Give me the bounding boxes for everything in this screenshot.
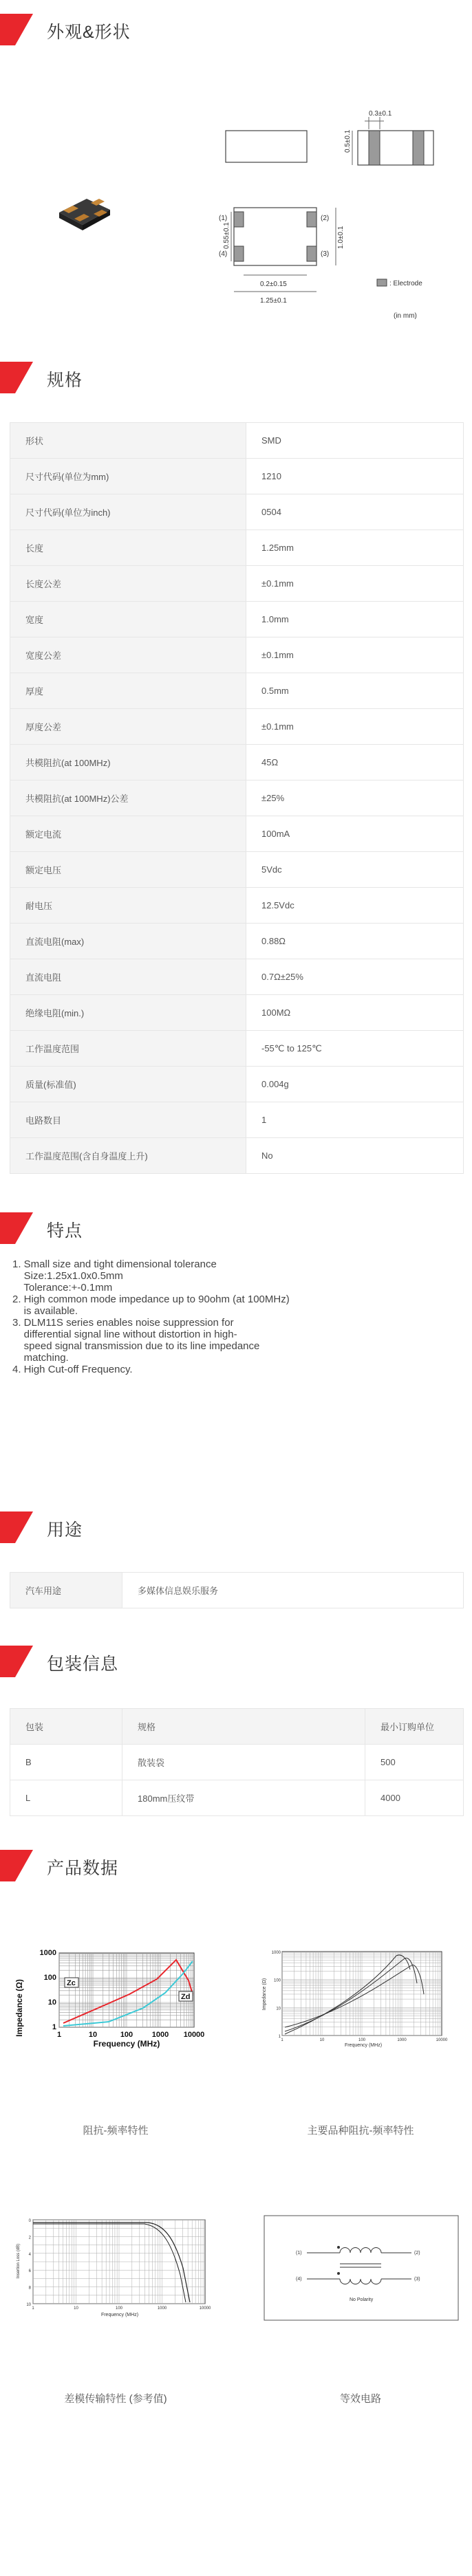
label-zd: Zd (181, 1993, 191, 2001)
section-header-usage (0, 1506, 472, 1547)
pin4-label: (4) (219, 250, 228, 258)
x-tick-label: 1 (32, 2306, 34, 2311)
x-tick-label: 1 (281, 2038, 283, 2042)
transmission-chart (10, 2213, 223, 2323)
table-row (10, 1745, 464, 1780)
spec-value: -55℃ to 125℃ (246, 1031, 464, 1067)
section-marker-icon (0, 1850, 33, 1881)
spec-value: 1.25mm (246, 530, 464, 566)
spec-table (10, 422, 464, 1174)
y-tick-label: 100 (273, 1978, 281, 1983)
y-tick-label: 10 (26, 2303, 31, 2307)
spec-row (10, 781, 464, 816)
section-marker-icon (0, 1646, 33, 1677)
spec-row (10, 1102, 464, 1138)
spec-value: 5Vdc (246, 852, 464, 888)
y-tick-label: 10 (276, 2007, 281, 2011)
section-title: 规格 (47, 371, 83, 390)
spec-row (10, 1031, 464, 1067)
section-title: 产品数据 (47, 1859, 119, 1878)
table-row (10, 1780, 464, 1816)
section-marker-icon (0, 1212, 33, 1244)
pin3-label: (3) (321, 250, 330, 258)
axis-xlabel: Frequency (MHz) (344, 2043, 383, 2048)
table-cell: 散装袋 (122, 1745, 365, 1780)
spec-key: 长度公差 (10, 566, 246, 602)
spec-row (10, 423, 464, 459)
pin1-label: (1) (219, 215, 228, 222)
feature-line: Size:1.25x1.0x0.5mm (12, 1270, 123, 1282)
x-tick-label: 10000 (183, 2031, 205, 2039)
feature-line: 4. High Cut-off Frequency. (12, 1364, 133, 1375)
feature-line: 3. DLM11S series enables noise suppression for (12, 1317, 234, 1329)
packaging-table (10, 1708, 464, 1816)
spec-row (10, 995, 464, 1031)
spec-value: 0.88Ω (246, 924, 464, 959)
spec-row (10, 566, 464, 602)
axis-ylabel: Impedance (Ω) (262, 1978, 267, 2011)
feature-line: speed signal transmission due to its line impedance (12, 1340, 260, 1352)
spec-value: ±0.1mm (246, 566, 464, 602)
spec-value: 0.5mm (246, 673, 464, 709)
features-list (12, 1258, 453, 1375)
x-tick-label: 10 (88, 2031, 98, 2039)
dim-height: 0.5±0.1 (344, 129, 352, 153)
spec-key: 质量(标准值) (10, 1067, 246, 1102)
spec-value: 1210 (246, 459, 464, 494)
y-tick-label: 4 (28, 2252, 31, 2257)
y-tick-label: 1000 (271, 1951, 281, 1955)
x-tick-label: 1000 (157, 2306, 167, 2311)
x-tick-label: 100 (115, 2306, 123, 2311)
caption-circuit: 等效电路 (339, 2393, 381, 2405)
col-header: 规格 (122, 1709, 365, 1745)
pin2-label: (2) (321, 215, 330, 222)
table-cell: L (10, 1780, 122, 1816)
spec-row (10, 852, 464, 888)
dim-top-width: 0.3±0.1 (369, 110, 392, 118)
feature-line: 1. Small size and tight dimensional tolerance (12, 1258, 217, 1270)
equivalent-circuit (261, 2213, 461, 2323)
dim-gap: 0.2±0.15 (260, 281, 287, 288)
spec-key: 形状 (10, 423, 246, 459)
spec-key: 直流电阻(max) (10, 924, 246, 959)
spec-value: 12.5Vdc (246, 888, 464, 924)
axis-ylabel: Impedance (Ω) (14, 1979, 24, 2037)
spec-value: 100MΩ (246, 995, 464, 1031)
feature-line: Tolerance:+-0.1mm (12, 1282, 113, 1294)
dim-side-left: 0.55±0.1 (223, 222, 230, 249)
spec-key: 厚度 (10, 673, 246, 709)
feature-line: matching. (12, 1352, 69, 1364)
section-title: 包装信息 (47, 1655, 119, 1674)
pin1-label: (1) (296, 2251, 302, 2256)
spec-value: No (246, 1138, 464, 1174)
section-marker-icon (0, 14, 33, 45)
pin4-label: (4) (296, 2277, 302, 2282)
spec-value: ±0.1mm (246, 637, 464, 673)
y-tick-label: 8 (28, 2286, 31, 2291)
spec-row (10, 709, 464, 745)
section-header-specs (0, 356, 472, 397)
section-marker-icon (0, 1511, 33, 1543)
y-tick-label: 10 (47, 1998, 56, 2007)
x-tick-label: 10000 (199, 2306, 211, 2311)
spec-key: 长度 (10, 530, 246, 566)
pin3-label: (3) (414, 2277, 420, 2282)
spec-value: ±0.1mm (246, 709, 464, 745)
legend-electrode: : Electrode (389, 280, 422, 287)
section-header-features (0, 1207, 472, 1248)
spec-key: 额定电压 (10, 852, 246, 888)
caption-impedance: 阻抗-频率特性 (83, 2125, 149, 2137)
caption-transmission: 差模传输特性 (参考值) (64, 2393, 167, 2405)
spec-key: 厚度公差 (10, 709, 246, 745)
spec-key: 耐电压 (10, 888, 246, 924)
usage-value: 多媒体信息娱乐服务 (122, 1573, 464, 1608)
spec-key: 宽度 (10, 602, 246, 637)
feature-line: differential signal line without distortion in high- (12, 1329, 237, 1340)
x-tick-label: 10000 (436, 2038, 448, 2042)
section-header-appearance (0, 8, 472, 50)
spec-value: 0.7Ω±25% (246, 959, 464, 995)
table-cell: 4000 (365, 1780, 464, 1816)
x-tick-label: 100 (358, 2038, 366, 2042)
spec-row (10, 494, 464, 530)
section-title: 特点 (47, 1221, 83, 1241)
spec-key: 工作温度范围(含自身温度上升) (10, 1138, 246, 1174)
table-cell: B (10, 1745, 122, 1780)
spec-key: 电路数目 (10, 1102, 246, 1138)
usage-table (10, 1572, 464, 1608)
spec-key: 绝缘电阻(min.) (10, 995, 246, 1031)
caption-main-impedance: 主要品种阻抗-频率特性 (307, 2125, 414, 2137)
usage-key: 汽车用途 (10, 1573, 122, 1608)
spec-row (10, 924, 464, 959)
label-zc: Zc (67, 1979, 76, 1987)
x-tick-label: 1000 (397, 2038, 407, 2042)
spec-key: 共模阻抗(at 100MHz)公差 (10, 781, 246, 816)
spec-row (10, 745, 464, 781)
axis-ylabel: Insertion Loss (dB) (17, 2243, 21, 2279)
spec-key: 工作温度范围 (10, 1031, 246, 1067)
spec-value: 1.0mm (246, 602, 464, 637)
spec-value: 100mA (246, 816, 464, 852)
spec-key: 额定电流 (10, 816, 246, 852)
spec-row (10, 530, 464, 566)
spec-value: 1 (246, 1102, 464, 1138)
axis-xlabel: Frequency (MHz) (93, 2039, 160, 2049)
spec-row (10, 459, 464, 494)
dim-side-right: 1.0±0.1 (337, 226, 345, 249)
spec-key: 宽度公差 (10, 637, 246, 673)
spec-row (10, 637, 464, 673)
spec-row (10, 816, 464, 852)
spec-key: 尺寸代码(单位为mm) (10, 459, 246, 494)
feature-line: 2. High common mode impedance up to 90ohm (at 100MHz) (12, 1294, 290, 1305)
section-marker-icon (0, 362, 33, 393)
dim-length: 1.25±0.1 (260, 297, 287, 305)
col-header: 最小订购单位 (365, 1709, 464, 1745)
y-tick-label: 2 (28, 2236, 31, 2240)
x-tick-label: 10 (74, 2306, 78, 2311)
section-header-packaging (0, 1640, 472, 1681)
spec-value: 0.004g (246, 1067, 464, 1102)
dimension-drawing (219, 103, 446, 330)
y-tick-label: 6 (28, 2269, 31, 2274)
section-header-product-data (0, 1844, 472, 1886)
x-tick-label: 1000 (151, 2031, 169, 2039)
col-header: 包装 (10, 1709, 122, 1745)
table-header-row (10, 1709, 464, 1745)
feature-line: is available. (12, 1305, 78, 1317)
section-title: 用途 (47, 1520, 83, 1540)
spec-row (10, 673, 464, 709)
axis-xlabel: Frequency (MHz) (100, 2313, 139, 2317)
spec-key: 尺寸代码(单位为inch) (10, 494, 246, 530)
section-title: 外观&形状 (47, 23, 131, 42)
x-tick-label: 1 (56, 2031, 62, 2039)
spec-value: SMD (246, 423, 464, 459)
spec-row (10, 1138, 464, 1174)
pin2-label: (2) (414, 2251, 420, 2256)
spec-value: 0504 (246, 494, 464, 530)
no-polarity-note: No Polarity (350, 2297, 374, 2302)
spec-row (10, 1067, 464, 1102)
y-tick-label: 1000 (39, 1949, 56, 1957)
table-row (10, 1573, 464, 1608)
unit-label: (in mm) (394, 312, 417, 320)
spec-value: ±25% (246, 781, 464, 816)
spec-key: 直流电阻 (10, 959, 246, 995)
spec-value: 45Ω (246, 745, 464, 781)
impedance-chart (12, 1946, 226, 2049)
y-tick-label: 1 (52, 2023, 56, 2031)
spec-key: 共模阻抗(at 100MHz) (10, 745, 246, 781)
table-cell: 180mm压纹带 (122, 1780, 365, 1816)
x-tick-label: 10 (319, 2038, 325, 2042)
spec-row (10, 959, 464, 995)
table-cell: 500 (365, 1745, 464, 1780)
y-tick-label: 100 (43, 1974, 56, 1982)
main-impedance-chart (260, 1946, 460, 2049)
y-tick-label: 1 (278, 2035, 281, 2039)
component-photo (54, 189, 116, 237)
spec-row (10, 888, 464, 924)
spec-row (10, 602, 464, 637)
y-tick-label: 0 (28, 2219, 31, 2223)
x-tick-label: 100 (120, 2031, 133, 2039)
